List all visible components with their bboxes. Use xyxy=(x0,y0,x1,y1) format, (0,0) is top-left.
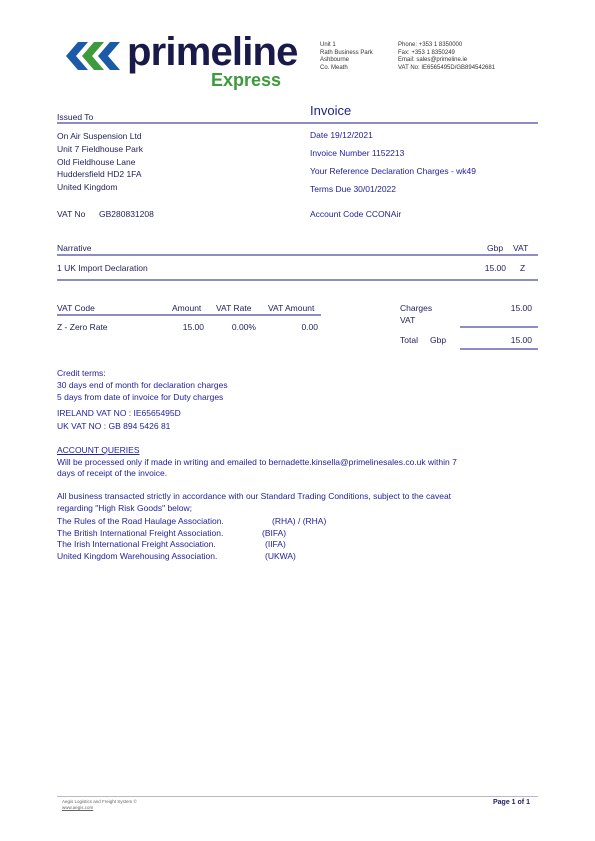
association-name: The Irish International Freight Association. xyxy=(57,539,216,549)
table-row-vat: Z xyxy=(520,263,526,273)
table-row-narrative: 1 UK Import Declaration xyxy=(57,263,148,273)
vat-row-amount: 15.00 xyxy=(182,322,204,332)
contact-line: Fax: +353 1 8350249 xyxy=(398,49,455,56)
narrative-header-divider xyxy=(57,254,538,256)
list-item xyxy=(57,528,326,540)
address-line: Unit 7 Fieldhouse Park xyxy=(57,143,143,154)
contact-line: Phone: +353 1 8350000 xyxy=(398,42,463,48)
list-item xyxy=(57,516,326,528)
brand-sub: Express xyxy=(211,70,282,90)
header-divider xyxy=(57,122,538,124)
narrative-header: Narrative xyxy=(57,243,92,253)
invoice-title: Invoice xyxy=(310,103,352,118)
association-code: (BIFA) xyxy=(262,527,287,538)
invoice-date: Date 19/12/2021 xyxy=(310,130,373,140)
table-row-gbp: 15.00 xyxy=(484,263,506,273)
company-logo xyxy=(64,34,124,78)
amount-header: Amount xyxy=(172,303,202,313)
credit-terms-line: 5 days from date of invoice for Duty charges xyxy=(57,392,224,402)
trading-conditions xyxy=(57,491,451,514)
account-queries-line: Will be processed only if made in writing and emailed to bernadette.kinsella@primelinesales.co.uk within 7 xyxy=(57,456,457,467)
customer-vat-value: GB280831208 xyxy=(99,209,154,219)
issued-to-label: Issued To xyxy=(57,112,94,122)
association-list xyxy=(57,516,326,562)
address-line: Unit 1 xyxy=(320,42,336,48)
page-number: Page 1 of 1 xyxy=(493,799,530,806)
charges-label: Charges xyxy=(400,303,433,313)
address-line: Rath Business Park xyxy=(320,49,373,56)
total-underline xyxy=(460,348,538,350)
vat-row-code: Z - Zero Rate xyxy=(57,322,108,332)
list-item xyxy=(57,551,326,563)
total-label: Total xyxy=(400,335,418,345)
footer-credit-line: Aegis Logistics and Freight System © xyxy=(62,799,137,804)
brand-name: primeline xyxy=(127,30,298,74)
address-line: Ashbourne xyxy=(320,57,350,64)
narrative-table-end xyxy=(57,279,538,281)
invoice-reference: Your Reference Declaration Charges - wk49 xyxy=(310,166,476,176)
invoice-terms: Terms Due 30/01/2022 xyxy=(310,184,396,194)
charges-value: 15.00 xyxy=(510,303,532,313)
contact-address xyxy=(320,42,373,72)
footer-divider xyxy=(57,796,538,797)
conditions-line: All business transacted strictly in accordance with our Standard Trading Conditions, subject to the caveat xyxy=(57,491,452,501)
association-code: (RHA) / (RHA) xyxy=(272,516,327,526)
association-code: (UKWA) xyxy=(265,550,296,561)
gbp-header: Gbp xyxy=(487,243,504,253)
account-queries-title: ACCOUNT QUERIES xyxy=(57,445,140,455)
account-code: Account Code CCONAir xyxy=(310,209,402,219)
ireland-vat-number: IRELAND VAT NO : IE6565495D xyxy=(57,408,181,418)
vat-code-header: VAT Code xyxy=(57,303,95,313)
credit-terms xyxy=(57,367,228,403)
vat-total-label: VAT xyxy=(400,315,416,325)
conditions-line: regarding "High Risk Goods" below; xyxy=(57,502,193,513)
vat-numbers xyxy=(57,407,181,432)
association-code: (IIFA) xyxy=(265,539,286,549)
address-line: United Kingdom xyxy=(57,182,118,193)
address-line: Co. Meath xyxy=(320,64,348,71)
invoice-number: Invoice Number 1152213 xyxy=(310,148,405,158)
account-queries xyxy=(57,445,457,480)
totals-divider xyxy=(460,326,538,328)
association-name: United Kingdom Warehousing Association. xyxy=(57,550,218,561)
contact-line: Email: sales@primeline.ie xyxy=(398,57,468,64)
vat-rate-header: VAT Rate xyxy=(216,303,252,313)
association-name: The British International Freight Association. xyxy=(57,527,224,538)
total-currency: Gbp xyxy=(430,335,447,345)
account-queries-line: days of receipt of the invoice. xyxy=(57,468,168,478)
total-value: 15.00 xyxy=(510,335,532,345)
vat-row-amount-vat: 0.00 xyxy=(301,322,318,332)
credit-terms-title: Credit terms: xyxy=(57,368,106,378)
uk-vat-number: UK VAT NO : GB 894 5426 81 xyxy=(57,420,171,431)
primeline-logo-icon xyxy=(64,34,124,78)
footer-link[interactable]: www.aegis.com xyxy=(62,805,94,810)
association-name: The Rules of the Road Haulage Association. xyxy=(57,516,224,526)
issued-to-address xyxy=(57,130,143,194)
list-item xyxy=(57,539,326,551)
vat-amount-header: VAT Amount xyxy=(268,303,315,313)
contact-line: VAT No: IE6565495D/GB894542681 xyxy=(398,64,496,71)
address-line: On Air Suspension Ltd xyxy=(57,131,142,141)
address-line: Huddersfield HD2 1FA xyxy=(57,169,142,180)
customer-vat-label: VAT No xyxy=(57,209,86,219)
footer-credit xyxy=(62,799,137,811)
contact-details xyxy=(398,42,495,72)
address-line: Old Fieldhouse Lane xyxy=(57,156,136,167)
credit-terms-line: 30 days end of month for declaration charges xyxy=(57,380,228,390)
vat-header: VAT xyxy=(513,243,529,253)
vat-row-rate: 0.00% xyxy=(231,322,256,332)
vat-header-divider xyxy=(57,314,321,316)
